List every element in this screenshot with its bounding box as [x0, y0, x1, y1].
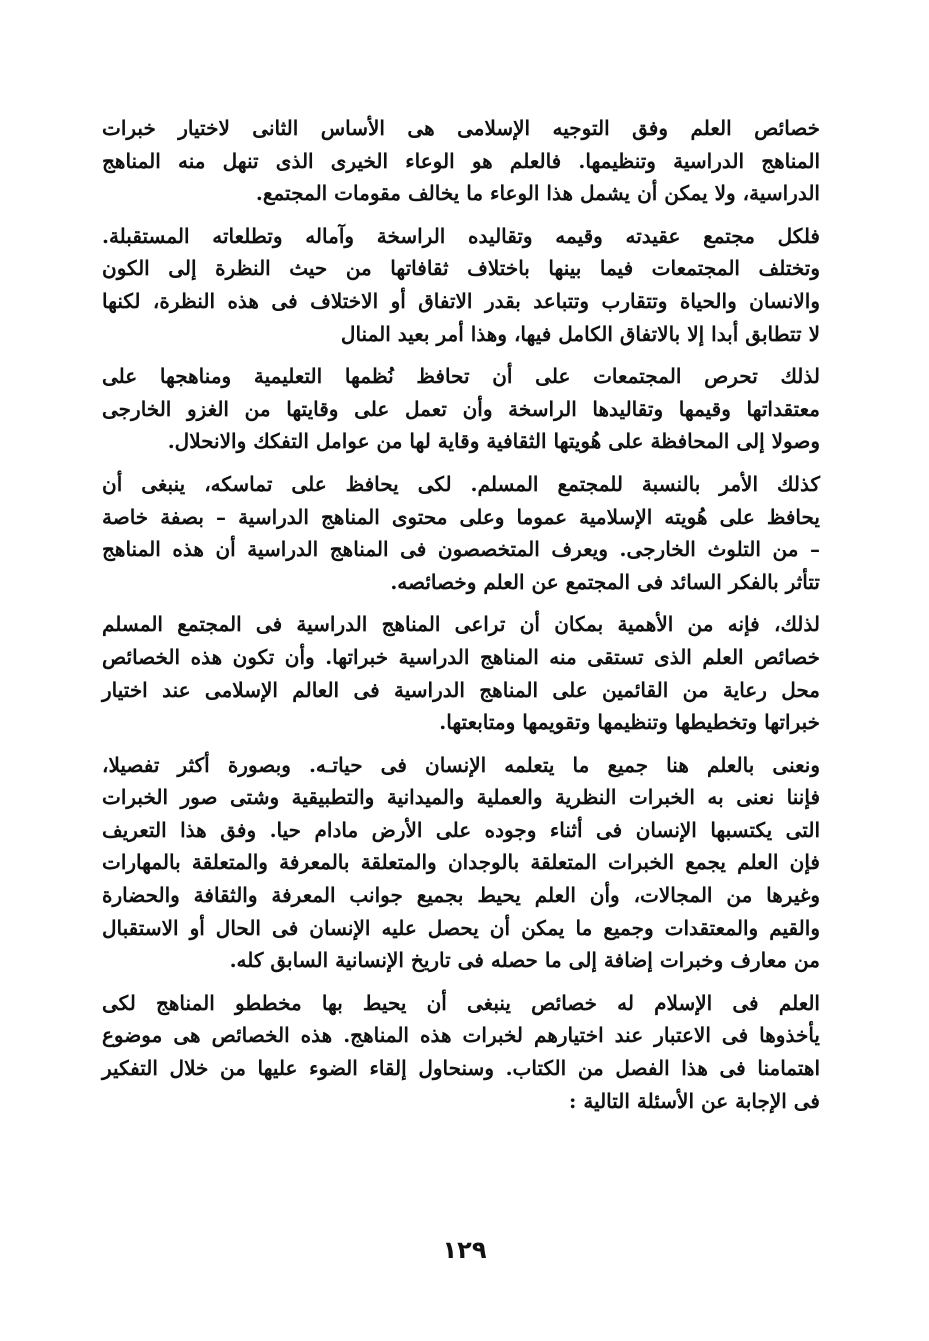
- paragraph-1: [102, 112, 820, 210]
- text-line: وتختلف المجتمعات فيما بينها باختلاف ثقافاتها من حيث النظرة إلى الكون: [102, 256, 820, 281]
- text-line: والقيم والمعتقدات وجميع ما يمكن أن يحصل عليه الإنسان فى الحال أو الاستقبال: [102, 915, 820, 940]
- paragraph-5: [102, 608, 820, 738]
- text-line: التى يكتسبها الإنسان فى أثناء وجوده على الأرض مادام حيا. وفق هذا التعريف: [102, 817, 820, 842]
- text-line: وغيرها من المجالات، وأن العلم يحيط بجميع جوانب المعرفة والثقافة والحضارة: [102, 883, 820, 908]
- text-line: اهتمامنا فى هذا الفصل من الكتاب. وسنحاول إلقاء الضوء عليها من خلال التفكير: [102, 1056, 820, 1081]
- text-line: المناهج الدراسية وتنظيمها. فالعلم هو الوعاء الخيرى الذى تنهل منه المناهج: [102, 148, 820, 173]
- text-line: تتأثر بالفكر السائد فى المجتمع عن العلم وخصائصه.: [390, 569, 820, 594]
- text-line: فلكل مجتمع عقيدته وقيمه وتقاليده الراسخة وآماله وتطلعاته المستقبلة.: [102, 223, 820, 248]
- body-text: [102, 112, 820, 1127]
- text-line: لا تتطابق أبدا إلا بالاتفاق الكامل فيها، وهذا أمر بعيد المنال: [340, 321, 820, 346]
- paragraph-3: [102, 360, 820, 458]
- text-line: محل رعاية من القائمين على المناهج الدراسية فى العالم الإسلامى عند اختيار: [102, 677, 820, 702]
- text-line: الدراسية، ولا يمكن أن يشمل هذا الوعاء ما يخالف مقومات المجتمع.: [255, 181, 820, 206]
- page-number: ١٢٩: [442, 1236, 487, 1264]
- text-line: فإننا نعنى به الخبرات النظرية والعملية والميدانية والتطبيقية وشتى صور الخبرات: [102, 785, 820, 810]
- text-line: وصولا إلى المحافظة على هُويتها الثقافية وقاية لها من عوامل التفكك والانحلال.: [167, 429, 820, 454]
- text-line: من معارف وخبرات إضافة إلى ما حصله فى تاريخ الإنسانية السابق كله.: [229, 948, 820, 973]
- paragraph-2: [102, 220, 820, 350]
- text-line: والانسان والحياة وتتقارب وتتباعد بقدر الاتفاق أو الاختلاف فى هذه النظرة، لكنها: [102, 288, 820, 313]
- text-line: فإن العلم يجمع الخبرات المتعلقة بالوجدان والمتعلقة بالمعرفة والمتعلقة بالمهارات: [102, 850, 820, 875]
- text-line: يحافظ على هُويته الإسلامية عموما وعلى محتوى المناهج الدراسية – بصفة خاصة: [102, 504, 820, 529]
- text-line: فى الإجابة عن الأسئلة التالية :: [568, 1088, 820, 1113]
- text-line: خصائص العلم الذى تستقى منه المناهج الدراسية خبراتها. وأن تكون هذه الخصائص: [102, 644, 820, 669]
- text-line: يأخذوها فى الاعتبار عند اختيارهم لخبرات هذه المناهج. هذه الخصائص هى موضوع: [102, 1023, 820, 1048]
- text-line: معتقداتها وقيمها وتقاليدها الراسخة وأن تعمل على وقايتها من الغزو الخارجى: [102, 396, 820, 421]
- text-line: ونعنى بالعلم هنا جميع ما يتعلمه الإنسان فى حياتـه. وبصورة أكثر تفصيلا،: [102, 752, 820, 777]
- text-line: كذلك الأمر بالنسبة للمجتمع المسلم. لكى يحافظ على تماسكه، ينبغى أن: [102, 471, 820, 496]
- paragraph-6: [102, 749, 820, 977]
- text-line: لذلك، فإنه من الأهمية بمكان أن تراعى المناهج الدراسية فى المجتمع المسلم: [102, 612, 820, 637]
- text-line: لذلك تحرص المجتمعات على أن تحافظ نُظمها التعليمية ومناهجها على: [102, 364, 820, 389]
- text-line: خبراتها وتخطيطها وتنظيمها وتقويمها ومتابعتها.: [439, 710, 820, 735]
- paragraph-7: [102, 987, 820, 1117]
- text-line: العلم فى الإسلام له خصائص ينبغى أن يحيط بها مخططو المناهج لكى: [102, 990, 820, 1015]
- text-line: – من التلوث الخارجى. ويعرف المتخصصون فى المناهج الدراسية أن هذه المناهج: [102, 537, 820, 562]
- paragraph-4: [102, 468, 820, 598]
- text-line: خصائص العلم وفق التوجيه الإسلامى هى الأساس الثانى لاختيار خبرات: [102, 116, 820, 140]
